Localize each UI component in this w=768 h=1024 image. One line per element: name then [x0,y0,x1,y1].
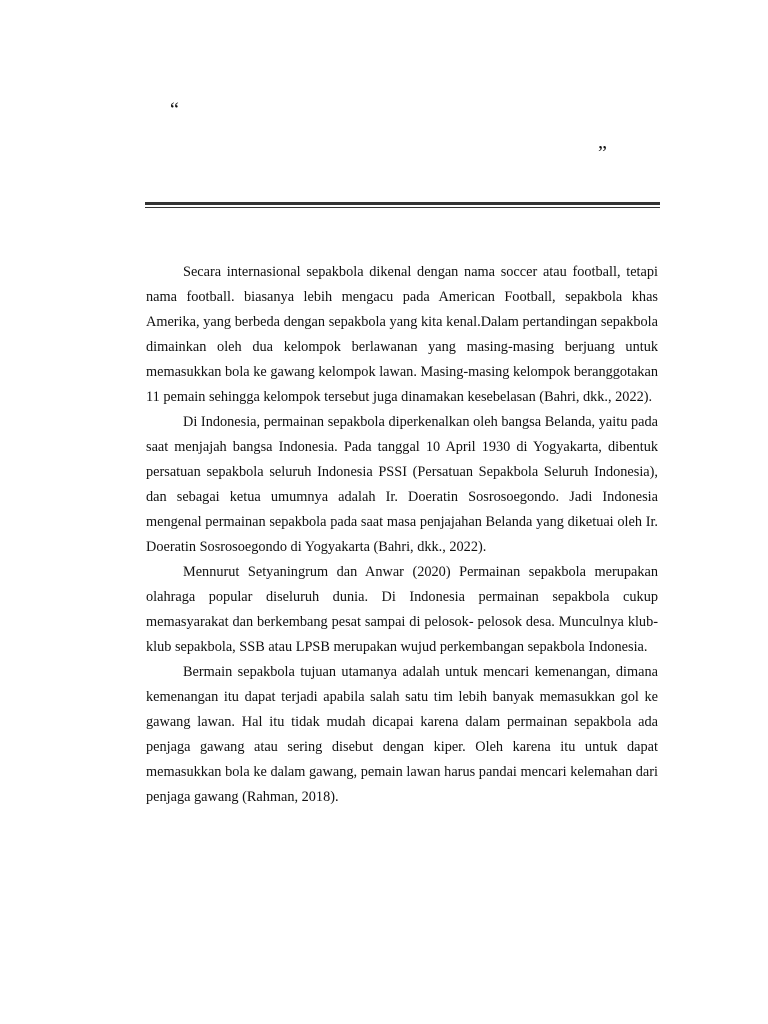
paragraph-4: Bermain sepakbola tujuan utamanya adalah untuk mencari kemenangan, dimana kemenangan itu dapat terjadi apabila salah satu tim lebih banyak memasukkan gol ke gawang lawan. Hal itu tidak mudah dicapai karena dalam permainan sepakbola ada penjaga gawang atau sering disebut dengan kiper. Oleh karena itu untuk dapat memasukkan bola ke dalam gawang, pemain lawan harus pandai mencari kelemahan dari penjaga gawang (Rahman, 2018). [146,664,658,805]
paragraph-3: Mennurut Setyaningrum dan Anwar (2020) Permainan sepakbola merupakan olahraga popular diseluruh dunia. Di Indonesia permainan sepakbola cukup memasyarakat dan berkembang pesat sampai di pelosok- pelosok desa. Munculnya klub-klub sepakbola, SSB atau LPSB merupakan wujud perkembangan sepakbola Indonesia. [146,564,658,655]
opening-quote-mark: “ [170,99,179,121]
document-body [146,260,658,810]
header-divider [145,202,660,208]
closing-quote-mark: ” [598,142,607,164]
paragraph-1: Secara internasional sepakbola dikenal dengan nama soccer atau football, tetapi nama football. biasanya lebih mengacu pada American Football, sepakbola khas Amerika, yang berbeda dengan sepakbola yang kita kenal.Dalam pertandingan sepakbola dimainkan oleh dua kelompok berlawanan yang masing-masing berjuang untuk memasukkan bola ke gawang kelompok lawan. Masing-masing kelompok beranggotakan 11 pemain sehingga kelompok tersebut juga dinamakan kesebelasan (Bahri, dkk., 2022). [146,264,658,405]
paragraph-2: Di Indonesia, permainan sepakbola diperkenalkan oleh bangsa Belanda, yaitu pada saat menjajah bangsa Indonesia. Pada tanggal 10 April 1930 di Yogyakarta, dibentuk persatuan sepakbola seluruh Indonesia PSSI (Persatuan Sepakbola Seluruh Indonesia), dan sebagai ketua umumnya adalah Ir. Doeratin Sosrosoegondo. Jadi Indonesia mengenal permainan sepakbola pada saat masa penjajahan Belanda yang diketuai oleh Ir. Doeratin Sosrosoegondo di Yogyakarta (Bahri, dkk., 2022). [146,414,658,555]
